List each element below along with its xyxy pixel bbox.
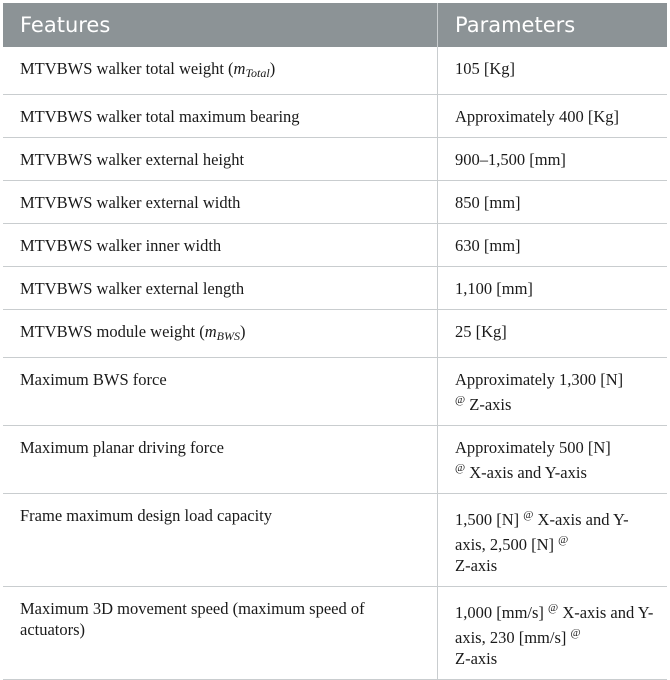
table-row (3, 267, 667, 310)
feature-cell: MTVBWS module weight $(m_{BWS})$ (3, 310, 438, 358)
header-row (3, 3, 667, 47)
at-sign: @ (455, 462, 466, 474)
subscript: BWS (216, 329, 240, 343)
table-row (3, 181, 667, 224)
table-row (3, 426, 667, 494)
parameters-table (3, 3, 667, 680)
header-features: Features (3, 3, 438, 47)
value-cell: 850 [mm] (438, 181, 668, 224)
value-cell: 630 [mm] (438, 224, 668, 267)
feature-cell: Maximum 3D movement speed (maximum speed of actuators) (3, 587, 438, 680)
value-cell: Approximately 400 [Kg] (438, 95, 668, 138)
feature-cell: MTVBWS walker external length (3, 267, 438, 310)
feature-cell: Maximum planar driving force (3, 426, 438, 494)
feature-cell: MTVBWS walker total maximum bearing (3, 95, 438, 138)
header-parameters: Parameters (438, 3, 668, 47)
value-cell: Approximately 1,300 [N] @ Z-axis (438, 358, 668, 426)
at-sign: @ (523, 509, 534, 521)
value-cell: 25 [Kg] (438, 310, 668, 358)
value-cell: 1,500 [N] @ X-axis and Y-axis, 2,500 [N] @ Z-axis (438, 494, 668, 587)
table-row (3, 358, 667, 426)
table-row (3, 138, 667, 181)
table-row (3, 47, 667, 95)
value-cell: Approximately 500 [N] @ X-axis and Y-axis (438, 426, 668, 494)
value-cell: 900–1,500 [mm] (438, 138, 668, 181)
feature-cell: Maximum BWS force (3, 358, 438, 426)
value-cell: 1,100 [mm] (438, 267, 668, 310)
feature-cell: MTVBWS walker external width (3, 181, 438, 224)
symbol: m (233, 59, 246, 78)
table-row (3, 494, 667, 587)
value-cell: 1,000 [mm/s] @ X-axis and Y-axis, 230 [mm/s] @ Z-axis (438, 587, 668, 680)
table-row (3, 587, 667, 680)
feature-cell: MTVBWS walker external height (3, 138, 438, 181)
feature-cell: MTVBWS walker total weight $(m_{Total})$ (3, 47, 438, 95)
table-row (3, 95, 667, 138)
at-sign: @ (548, 602, 559, 614)
table-row (3, 224, 667, 267)
feature-cell: Frame maximum design load capacity (3, 494, 438, 587)
value-cell: 105 [Kg] (438, 47, 668, 95)
at-sign: @ (455, 394, 466, 406)
feature-cell: MTVBWS walker inner width (3, 224, 438, 267)
at-sign: @ (570, 627, 581, 639)
subscript: Total (245, 66, 270, 80)
symbol: m (204, 322, 217, 341)
table-row (3, 310, 667, 358)
at-sign: @ (558, 534, 569, 546)
